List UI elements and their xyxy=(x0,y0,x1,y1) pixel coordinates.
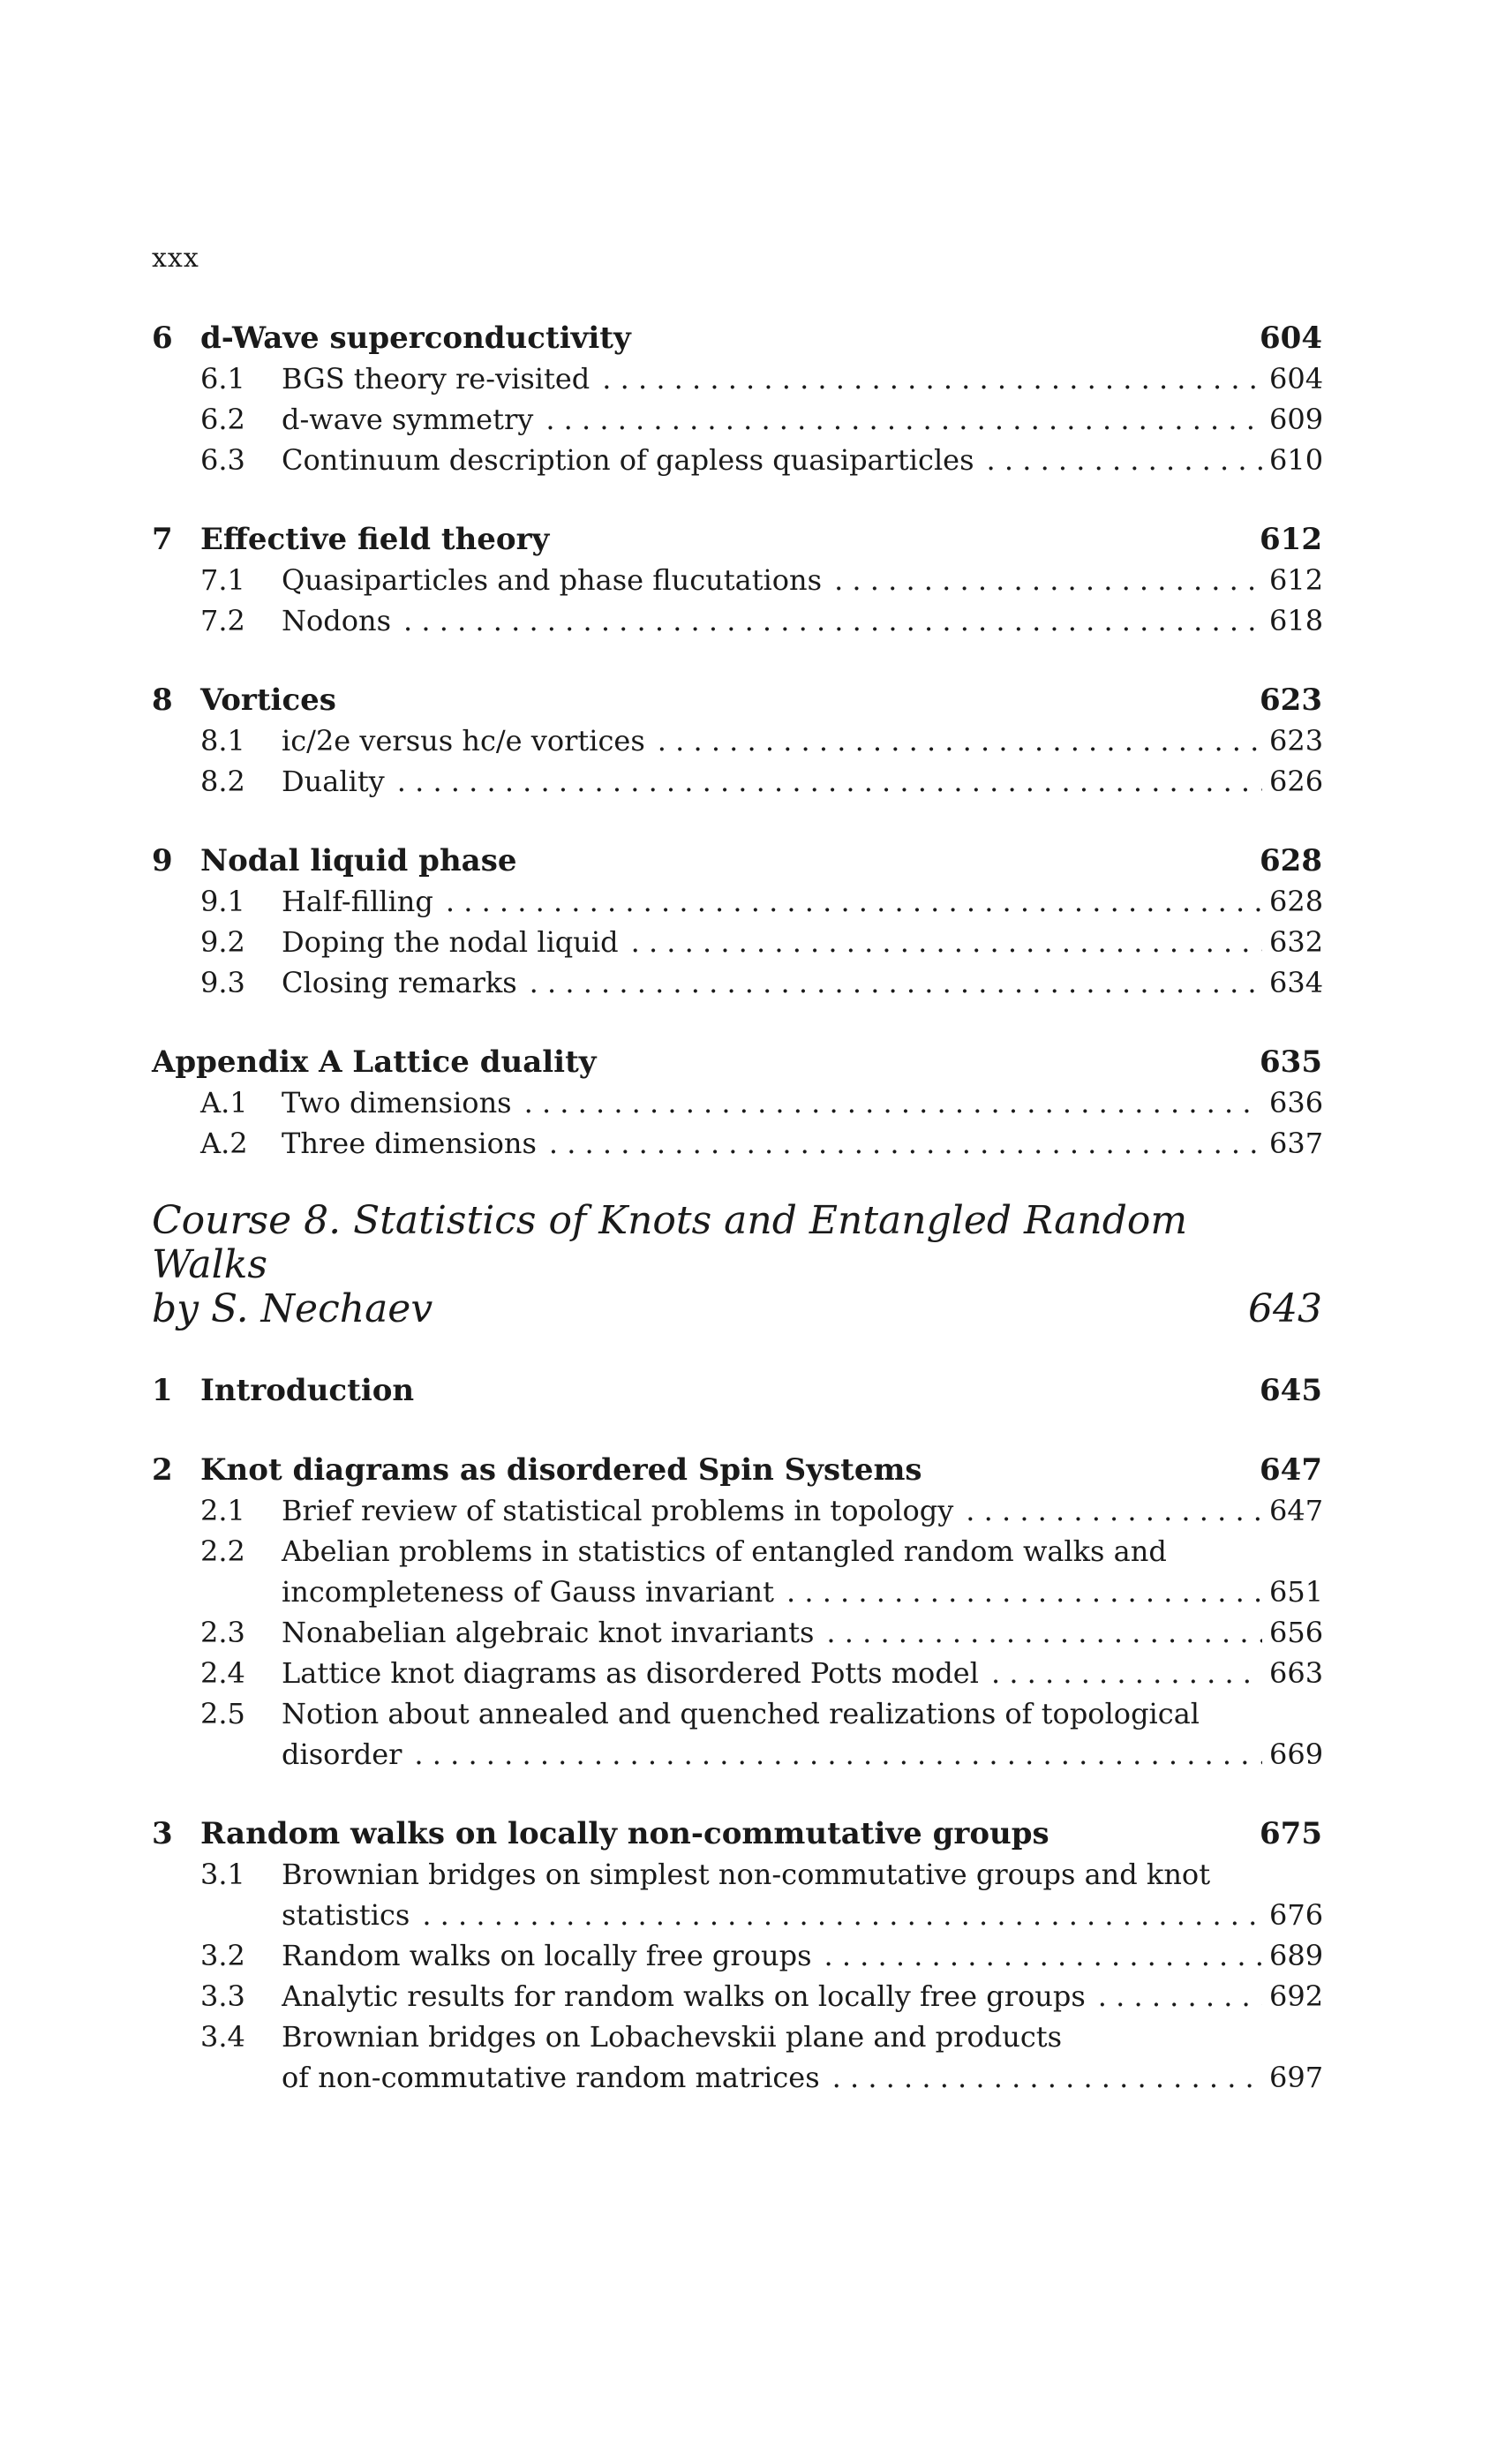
subsection-page: 636 xyxy=(1269,1086,1324,1119)
subsection-page: 634 xyxy=(1269,966,1324,999)
subsection-title-wrap xyxy=(282,1612,1262,1653)
leader-dots xyxy=(834,560,1262,600)
subsection-title-wrap xyxy=(282,560,1262,600)
section-page: 628 xyxy=(1260,843,1322,878)
subsection-title-wrap xyxy=(282,399,1262,440)
toc-subsection[interactable] xyxy=(152,1572,1322,1612)
leader-dots xyxy=(602,358,1262,399)
subsection-title-line1: Notion about annealed and quenched realizations of topological xyxy=(282,1697,1200,1730)
section-gap xyxy=(152,1775,1322,1813)
subsection-number: 8.2 xyxy=(200,765,245,798)
subsection-page: 689 xyxy=(1269,1939,1324,1972)
course-author-row xyxy=(152,1287,1322,1331)
subsection-title-wrap xyxy=(282,1123,1262,1164)
toc-subsection[interactable] xyxy=(152,1895,1322,1935)
toc-subsection[interactable] xyxy=(152,2057,1322,2098)
subsection-title-wrap xyxy=(282,600,1262,641)
subsection-title-wrap xyxy=(282,1734,1262,1775)
subsection-title: incompleteness of Gauss invariant xyxy=(282,1575,775,1609)
subsection-number: 2.1 xyxy=(200,1494,245,1527)
toc-subsection[interactable] xyxy=(152,881,1322,922)
leader-dots xyxy=(524,1082,1262,1123)
subsection-title-wrap xyxy=(282,761,1262,802)
section-page: 647 xyxy=(1260,1452,1322,1488)
subsection-number: 6.2 xyxy=(200,403,245,436)
subsection-title: ic/2e versus hc/e vortices xyxy=(282,724,645,758)
leader-dots xyxy=(545,399,1262,440)
toc-section[interactable] xyxy=(152,519,1322,560)
subsection-number: 9.3 xyxy=(200,966,245,999)
subsection-page: 623 xyxy=(1269,724,1324,758)
subsection-title-line1: Abelian problems in statistics of entangled random walks and xyxy=(282,1534,1167,1568)
subsection-page: 669 xyxy=(1269,1738,1324,1771)
section-page: 623 xyxy=(1260,682,1322,718)
subsection-title: Two dimensions xyxy=(282,1086,512,1119)
section-gap xyxy=(152,1331,1322,1370)
section-gap xyxy=(152,1003,1322,1042)
section-number: 8 xyxy=(152,682,173,718)
subsection-title: statistics xyxy=(282,1898,410,1932)
subsection-title: BGS theory re-visited xyxy=(282,362,591,396)
toc-subsection[interactable] xyxy=(152,358,1322,399)
subsection-page: 651 xyxy=(1269,1575,1324,1609)
subsection-title-wrap xyxy=(282,1653,1262,1693)
section-title: Introduction xyxy=(200,1373,415,1408)
subsection-number: 6.3 xyxy=(200,443,245,477)
section-number: 2 xyxy=(152,1452,173,1488)
subsection-page: 676 xyxy=(1269,1898,1324,1932)
subsection-page: 647 xyxy=(1269,1494,1324,1527)
toc-subsection[interactable] xyxy=(152,440,1322,480)
subsection-number: 3.2 xyxy=(200,1939,245,1972)
section-title: d-Wave superconductivity xyxy=(200,320,631,356)
subsection-title-wrap xyxy=(282,1976,1262,2017)
subsection-number: 6.1 xyxy=(200,362,245,396)
toc-subsection[interactable] xyxy=(152,600,1322,641)
subsection-page: 697 xyxy=(1269,2061,1324,2094)
subsection-title-wrap xyxy=(282,1490,1262,1531)
subsection-title: Lattice knot diagrams as disordered Potts model xyxy=(282,1656,979,1690)
toc-subsection[interactable] xyxy=(152,922,1322,962)
leader-dots xyxy=(397,761,1262,802)
subsection-title: of non-commutative random matrices xyxy=(282,2061,820,2094)
subsection-page: 610 xyxy=(1269,443,1324,477)
subsection-number: 3.4 xyxy=(200,2020,245,2054)
toc-subsection[interactable] xyxy=(152,761,1322,802)
subsection-title: Brief review of statistical problems in topology xyxy=(282,1494,954,1527)
section-number: 6 xyxy=(152,320,173,356)
subsection-number: 3.1 xyxy=(200,1858,245,1891)
section-number: 3 xyxy=(152,1816,173,1851)
toc-subsection-line1[interactable] xyxy=(152,1693,1322,1734)
subsection-page: 663 xyxy=(1269,1656,1324,1690)
subsection-page: 628 xyxy=(1269,885,1324,918)
subsection-title-wrap xyxy=(282,1572,1262,1612)
section-gap xyxy=(152,480,1322,519)
section-title: Random walks on locally non-commutative groups xyxy=(200,1816,1049,1851)
subsection-title: d-wave symmetry xyxy=(282,403,534,436)
section-page: 645 xyxy=(1260,1373,1322,1408)
leader-dots xyxy=(530,962,1262,1003)
leader-dots xyxy=(631,922,1262,962)
toc-subsection[interactable] xyxy=(152,560,1322,600)
subsection-title-wrap xyxy=(282,1082,1262,1123)
subsection-number: A.1 xyxy=(200,1086,248,1119)
leader-dots xyxy=(549,1123,1262,1164)
subsection-title: Doping the nodal liquid xyxy=(282,925,619,959)
subsection-title: Quasiparticles and phase flucutations xyxy=(282,563,823,597)
subsection-title-wrap xyxy=(282,922,1262,962)
section-gap xyxy=(152,641,1322,680)
toc-subsection[interactable] xyxy=(152,1734,1322,1775)
subsection-title: Nonabelian algebraic knot invariants xyxy=(282,1616,815,1649)
toc-section[interactable] xyxy=(152,1450,1322,1490)
subsection-page: 632 xyxy=(1269,925,1324,959)
leader-dots xyxy=(446,881,1262,922)
subsection-title-wrap xyxy=(282,440,1262,480)
section-number: 7 xyxy=(152,522,173,557)
page-number-roman: xxx xyxy=(152,243,199,274)
subsection-title-wrap xyxy=(282,1935,1262,1976)
course-heading xyxy=(152,1199,1322,1331)
subsection-number: 2.4 xyxy=(200,1656,245,1690)
subsection-title: Continuum description of gapless quasiparticles xyxy=(282,443,974,477)
leader-dots xyxy=(1098,1976,1262,2017)
subsection-number: 2.3 xyxy=(200,1616,245,1649)
toc-subsection[interactable] xyxy=(152,1612,1322,1653)
section-page: 604 xyxy=(1260,320,1322,356)
toc-subsection-line1[interactable] xyxy=(152,1531,1322,1572)
subsection-page: 612 xyxy=(1269,563,1324,597)
course-page: 643 xyxy=(1248,1286,1322,1331)
subsection-title-wrap xyxy=(282,881,1262,922)
leader-dots xyxy=(991,1653,1262,1693)
leader-dots xyxy=(658,720,1262,761)
subsection-title: Closing remarks xyxy=(282,966,517,999)
subsection-number: A.2 xyxy=(200,1127,248,1160)
course-title-line1: Course 8. Statistics of Knots and Entangled Random xyxy=(152,1198,1188,1243)
leader-dots xyxy=(414,1734,1262,1775)
section-title: Effective field theory xyxy=(200,522,550,557)
course-author: by S. Nechaev xyxy=(152,1286,433,1331)
appendix-page: 635 xyxy=(1260,1044,1322,1080)
subsection-page: 609 xyxy=(1269,403,1324,436)
toc-subsection[interactable] xyxy=(152,1653,1322,1693)
toc-subsection[interactable] xyxy=(152,720,1322,761)
subsection-title: disorder xyxy=(282,1738,402,1771)
subsection-title: Nodons xyxy=(282,604,392,637)
subsection-number: 2.5 xyxy=(200,1697,245,1730)
subsection-title: Duality xyxy=(282,765,385,798)
toc-section[interactable] xyxy=(152,680,1322,720)
leader-dots xyxy=(422,1895,1262,1935)
subsection-title: Analytic results for random walks on locally free groups xyxy=(282,1979,1086,2013)
leader-dots xyxy=(403,600,1262,641)
section-gap xyxy=(152,802,1322,841)
subsection-number: 7.2 xyxy=(200,604,245,637)
subsection-page: 656 xyxy=(1269,1616,1324,1649)
leader-dots xyxy=(832,2057,1262,2098)
leader-dots xyxy=(826,1612,1262,1653)
toc-subsection[interactable] xyxy=(152,399,1322,440)
subsection-number: 3.3 xyxy=(200,1979,245,2013)
table-of-contents xyxy=(152,318,1322,2098)
toc-subsection[interactable] xyxy=(152,1123,1322,1164)
subsection-number: 8.1 xyxy=(200,724,245,758)
toc-subsection[interactable] xyxy=(152,1935,1322,1976)
section-number: 9 xyxy=(152,843,173,878)
toc-section[interactable] xyxy=(152,1370,1322,1411)
section-number: 1 xyxy=(152,1373,173,1408)
toc-section[interactable] xyxy=(152,841,1322,881)
toc-appendix[interactable] xyxy=(152,1042,1322,1082)
subsection-title-wrap xyxy=(282,1895,1262,1935)
section-page: 612 xyxy=(1260,522,1322,557)
subsection-number: 9.2 xyxy=(200,925,245,959)
subsection-title-wrap xyxy=(282,720,1262,761)
subsection-title: Three dimensions xyxy=(282,1127,537,1160)
section-title: Nodal liquid phase xyxy=(200,843,517,878)
subsection-number: 7.1 xyxy=(200,563,245,597)
subsection-title-wrap xyxy=(282,962,1262,1003)
toc-subsection[interactable] xyxy=(152,1490,1322,1531)
toc-section[interactable] xyxy=(152,318,1322,358)
leader-dots xyxy=(987,440,1262,480)
leader-dots xyxy=(966,1490,1262,1531)
toc-subsection[interactable] xyxy=(152,962,1322,1003)
subsection-page: 604 xyxy=(1269,362,1324,396)
subsection-title-wrap xyxy=(282,2057,1262,2098)
toc-section[interactable] xyxy=(152,1813,1322,1854)
subsection-page: 618 xyxy=(1269,604,1324,637)
leader-dots xyxy=(824,1935,1262,1976)
subsection-page: 637 xyxy=(1269,1127,1324,1160)
toc-subsection-line1[interactable] xyxy=(152,1854,1322,1895)
toc-subsection[interactable] xyxy=(152,1976,1322,2017)
subsection-title-line1: Brownian bridges on Lobachevskii plane and products xyxy=(282,2020,1063,2054)
subsection-title-line1: Brownian bridges on simplest non-commutative groups and knot xyxy=(282,1858,1211,1891)
subsection-number: 9.1 xyxy=(200,885,245,918)
toc-subsection[interactable] xyxy=(152,1082,1322,1123)
subsection-page: 626 xyxy=(1269,765,1324,798)
subsection-number: 2.2 xyxy=(200,1534,245,1568)
subsection-title: Half-filling xyxy=(282,885,433,918)
appendix-title: Appendix A Lattice duality xyxy=(152,1044,597,1080)
subsection-page: 692 xyxy=(1269,1979,1324,2013)
section-gap xyxy=(152,1411,1322,1450)
course-title-line2: Walks xyxy=(152,1242,267,1287)
subsection-title-wrap xyxy=(282,358,1262,399)
leader-dots xyxy=(786,1572,1262,1612)
section-page: 675 xyxy=(1260,1816,1322,1851)
section-title: Vortices xyxy=(200,682,336,718)
subsection-title: Random walks on locally free groups xyxy=(282,1939,812,1972)
toc-subsection-line1[interactable] xyxy=(152,2017,1322,2057)
section-title: Knot diagrams as disordered Spin Systems xyxy=(200,1452,922,1488)
